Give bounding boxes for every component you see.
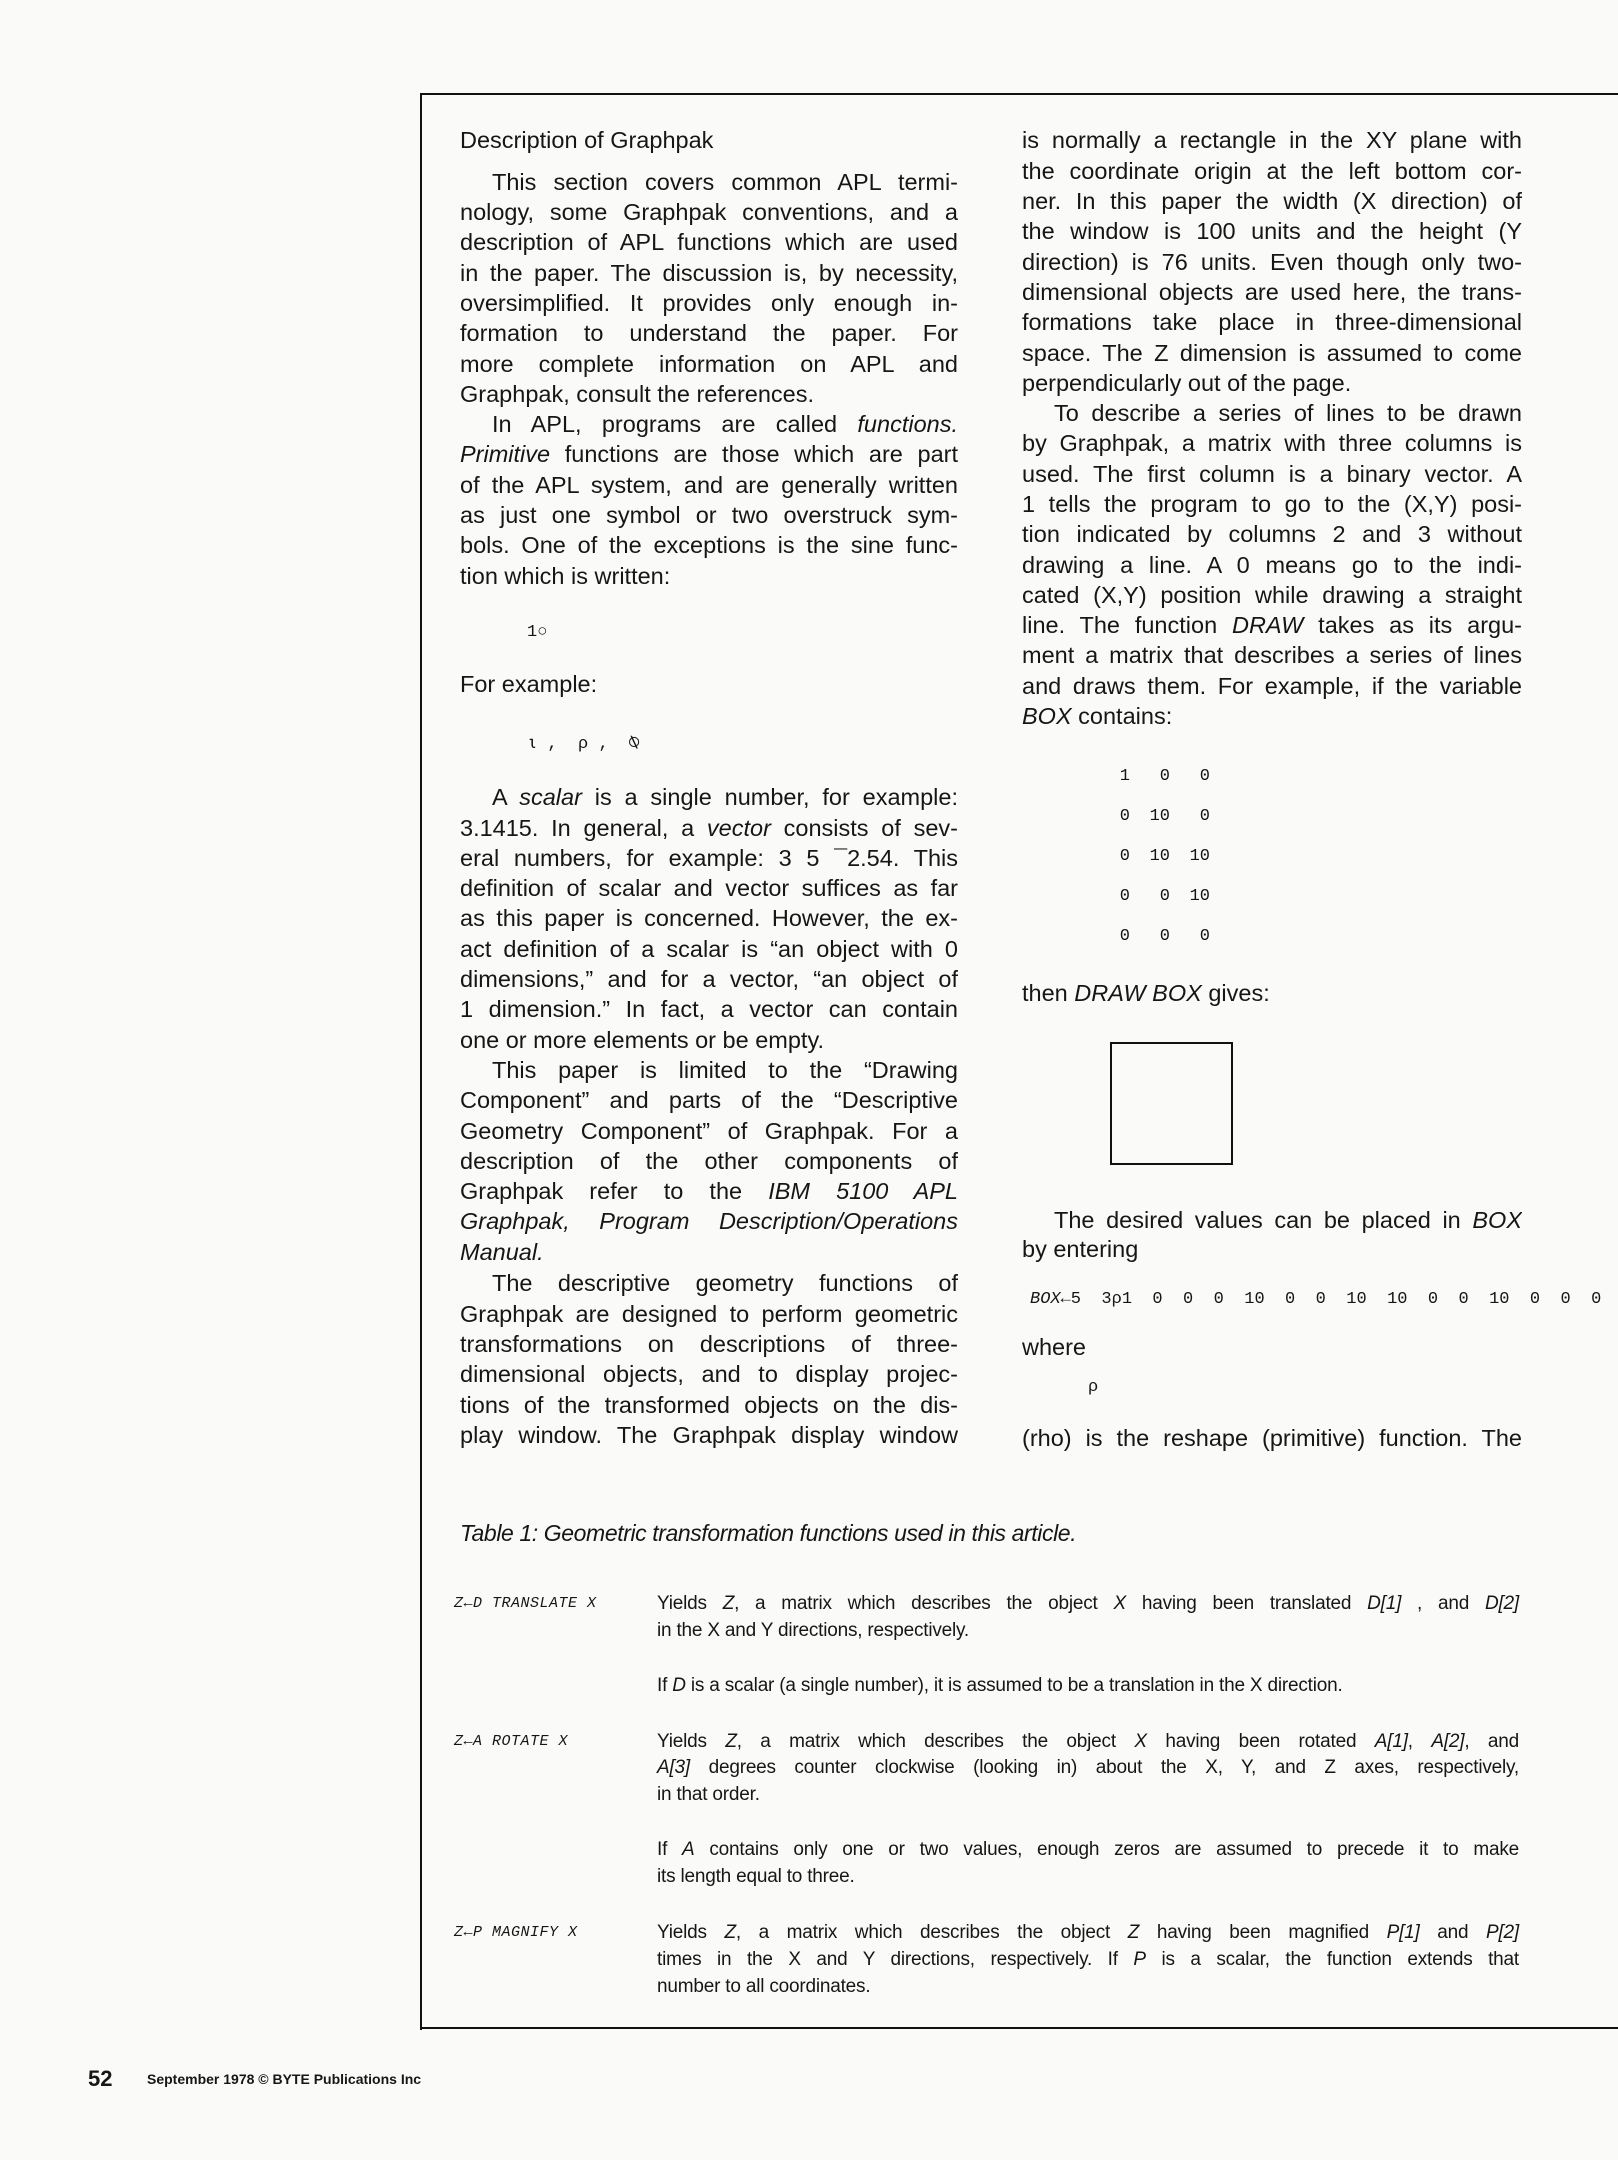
paragraph-line <box>460 439 958 469</box>
italic-run: A[1] <box>1374 1730 1408 1752</box>
paragraph-line <box>460 1237 958 1267</box>
italic-run: P[1] <box>1386 1921 1420 1943</box>
italic-run: Primitive <box>460 441 551 468</box>
text-run: , a matrix which describes the object <box>734 1592 1114 1614</box>
matrix-row <box>1090 765 1210 789</box>
text-run: act definition of a scalar is “an object with 0 <box>460 935 958 962</box>
text-run: , a matrix which describes the object <box>736 1730 1135 1752</box>
apl-code: 1○ <box>527 623 548 643</box>
matrix-cell: 1 <box>1119 766 1130 786</box>
matrix-cell: 0 <box>1159 766 1170 786</box>
text-run: formation to understand the paper. For <box>460 320 958 347</box>
italic-run: A[2] <box>1431 1730 1465 1752</box>
table-description-line <box>657 1836 1519 1863</box>
paragraph-line <box>460 561 958 591</box>
text-run: ment a matrix that describes a series of lines <box>1022 642 1522 669</box>
text-run: , and <box>1464 1730 1519 1752</box>
italic-run: A <box>682 1839 695 1861</box>
paragraph-line <box>1022 978 1522 1008</box>
text-run: in that order. <box>657 1784 760 1806</box>
text-run: having been rotated <box>1146 1730 1375 1752</box>
italic-run: IBM 5100 APL <box>768 1178 958 1205</box>
text-run: If <box>657 1839 683 1861</box>
italic-run: Z <box>722 1592 735 1614</box>
text-run: A <box>492 784 520 811</box>
text-run: gives: <box>1201 979 1270 1006</box>
footer-credit: September 1978 © BYTE Publications Inc <box>147 2071 422 2087</box>
matrix-cell: 0 <box>1119 847 1130 867</box>
text-run: transformations on descriptions of three- <box>460 1330 958 1357</box>
text-run: This section covers common APL termi- <box>492 168 958 195</box>
paragraph-line <box>460 500 958 530</box>
paragraph-line <box>460 1206 958 1236</box>
text-run: perpendicularly out of the page. <box>1022 369 1352 396</box>
text-run: is normally a rectangle in the XY plane with <box>1022 127 1522 154</box>
page-number: 52 <box>88 2066 113 2091</box>
text-run: direction) is 76 units. Even though only two- <box>1022 248 1522 275</box>
text-run: number to all coordinates. <box>657 1975 871 1997</box>
text-run: To describe a series of lines to be drawn <box>1054 400 1522 427</box>
text-run: in the paper. The discussion is, by necessity, <box>460 259 958 286</box>
text-run: is a single number, for example: <box>581 784 958 811</box>
paragraph-line <box>460 843 958 873</box>
text-run: This paper is limited to the “Drawing <box>492 1056 958 1083</box>
table-description-line <box>657 1754 1519 1781</box>
table-description-line <box>657 1863 1519 1890</box>
paragraph-line <box>460 1085 958 1115</box>
text-run: Yields <box>657 1592 723 1614</box>
matrix-cell: 0 <box>1119 927 1130 947</box>
text-run: ner. In this paper the width (X direction) of <box>1022 188 1522 215</box>
paragraph-line <box>460 669 958 699</box>
text-run: then <box>1022 979 1075 1006</box>
matrix-cell: 0 <box>1159 927 1170 947</box>
paragraph-line <box>460 288 958 318</box>
paragraph-line <box>460 1359 958 1389</box>
italic-run: D[1] <box>1367 1592 1402 1614</box>
text-run: Geometry Component” of Graphpak. For a <box>460 1117 958 1144</box>
text-run: in the X and Y directions, respectively. <box>657 1619 970 1641</box>
text-run: line. The function <box>1022 612 1232 639</box>
text-run: drawing a line. A 0 means go to the indi- <box>1022 551 1522 578</box>
text-run: oversimplified. It provides only enough in- <box>460 289 958 316</box>
text-run: its length equal to three. <box>657 1866 855 1888</box>
matrix-cell: 0 <box>1199 766 1210 786</box>
text-run: and <box>1419 1921 1486 1943</box>
paragraph-line <box>492 409 958 439</box>
text-run: , <box>1407 1730 1432 1752</box>
italic-run: vector <box>706 814 771 841</box>
matrix-cell: 0 <box>1119 806 1130 826</box>
text-run: , a matrix which describes the object <box>735 1921 1128 1943</box>
frame-top-rule <box>420 93 1618 95</box>
paragraph-line <box>1022 125 1522 155</box>
text-run: of the APL system, and are generally written <box>460 471 958 498</box>
text-run: For example: <box>460 671 598 698</box>
text-run: used. The first column is a binary vector. A <box>1022 460 1522 487</box>
matrix-row <box>1090 925 1210 949</box>
text-run: play window. The Graphpak display window <box>460 1421 958 1448</box>
matrix-cell: 10 <box>1149 847 1170 867</box>
text-run: tion which is written: <box>460 562 671 589</box>
paragraph-line <box>492 1268 958 1298</box>
text-run: formations take place in three-dimensional <box>1022 309 1522 336</box>
text-run: Component” and parts of the “Descriptive <box>460 1087 958 1114</box>
text-run: functions are those which are part <box>550 441 958 468</box>
italic-run: D <box>672 1675 686 1697</box>
function-signature: Z←P MAGNIFY X <box>454 1923 578 1941</box>
drawn-box-figure <box>1110 1042 1233 1165</box>
text-run: If <box>657 1675 673 1697</box>
text-run: description of the other components of <box>460 1147 958 1174</box>
italic-run: BOX <box>1030 1289 1061 1309</box>
table-description-line <box>657 1728 1519 1755</box>
italic-run: Z <box>724 1921 736 1943</box>
paragraph-line <box>460 994 958 1024</box>
text-run: Yields <box>657 1921 725 1943</box>
paragraph-line <box>460 1146 958 1176</box>
italic-run: DRAW BOX <box>1074 979 1202 1006</box>
italic-run: P <box>1133 1948 1146 1970</box>
text-run: and draws them. For example, if the variable <box>1022 672 1522 699</box>
matrix-cell: 10 <box>1189 887 1210 907</box>
text-run: dimensional objects are used here, the trans- <box>1022 278 1522 305</box>
text-run: Graphpak refer to the <box>460 1178 769 1205</box>
text-run: the coordinate origin at the left bottom cor- <box>1022 157 1522 184</box>
paragraph-line <box>1022 550 1522 580</box>
paragraph-line <box>1022 701 1522 731</box>
text-run: nology, some Graphpak conventions, and a <box>460 199 958 226</box>
text-run: dimensional objects, and to display projec- <box>460 1361 958 1388</box>
text-run: having been magnified <box>1139 1921 1387 1943</box>
text-run: consists of sev- <box>770 814 958 841</box>
text-run: Graphpak, consult the references. <box>460 380 815 407</box>
text-run: eral numbers, for example: 3 5 ¯2.54. This <box>460 844 958 871</box>
matrix-row <box>1090 805 1210 829</box>
paragraph-line <box>460 1116 958 1146</box>
paragraph-line <box>1022 671 1522 701</box>
paragraph-line <box>1022 338 1522 368</box>
frame-left-rule <box>420 93 422 2030</box>
italic-run: BOX <box>1022 703 1072 730</box>
text-run: is a scalar, the function extends that <box>1145 1948 1519 1970</box>
table-caption: Table 1: Geometric transformation functions used in this article. <box>460 1520 1077 1546</box>
text-run: degrees counter clockwise (looking in) about the X, Y, and Z axes, respectively, <box>690 1757 1519 1779</box>
text-run: space. The Z dimension is assumed to come <box>1022 339 1522 366</box>
paragraph-line <box>1022 156 1522 186</box>
paragraph-line <box>460 1299 958 1329</box>
italic-run: X <box>1113 1592 1126 1614</box>
matrix-cell: 0 <box>1159 887 1170 907</box>
matrix-cell: 0 <box>1119 887 1130 907</box>
text-run: The descriptive geometry functions of <box>492 1270 958 1297</box>
section-heading: Description of Graphpak <box>460 127 714 153</box>
paragraph-line <box>1054 1205 1522 1235</box>
text-run: having been translated <box>1125 1592 1368 1614</box>
text-run: (rho) is the reshape (primitive) function. The <box>1022 1424 1522 1451</box>
paragraph-line <box>460 470 958 500</box>
paragraph-line <box>1022 247 1522 277</box>
paragraph-line <box>1022 459 1522 489</box>
table-description-line <box>657 1617 1519 1644</box>
italic-run: Graphpak, Program Description/Operations <box>460 1208 958 1235</box>
apl-code: ρ <box>1088 1378 1099 1398</box>
paragraph-line <box>460 1390 958 1420</box>
text-run: In APL, programs are called <box>492 411 858 438</box>
paragraph-line <box>1022 307 1522 337</box>
text-run: by Graphpak, a matrix with three columns is <box>1022 430 1522 457</box>
paragraph-line <box>460 349 958 379</box>
italic-run: P[2] <box>1486 1921 1519 1943</box>
italic-run: scalar <box>519 784 582 811</box>
apl-code <box>1030 1288 1601 1312</box>
frame-bottom-rule <box>420 2027 1618 2029</box>
paragraph-line <box>492 1055 958 1085</box>
text-run: as just one symbol or two overstruck sym- <box>460 501 958 528</box>
paragraph-line <box>1022 428 1522 458</box>
italic-run: D[2] <box>1484 1592 1519 1614</box>
text-run: the window is 100 units and the height (Y <box>1022 218 1522 245</box>
text-run: The desired values can be placed in <box>1054 1207 1473 1234</box>
text-run: Yields <box>657 1730 726 1752</box>
matrix-row <box>1090 885 1210 909</box>
table-description-line <box>657 1919 1519 1946</box>
function-signature: Z←D TRANSLATE X <box>454 1594 597 1612</box>
text-run: contains: <box>1071 703 1173 730</box>
table-description-line <box>657 1946 1519 1973</box>
paragraph-line <box>1022 1234 1522 1264</box>
paragraph-line <box>1022 580 1522 610</box>
italic-run: Z <box>1127 1921 1140 1943</box>
paragraph-line <box>1022 186 1522 216</box>
matrix-cell: 0 <box>1199 927 1210 947</box>
table-description-line <box>657 1781 1519 1808</box>
paragraph-line <box>1022 1423 1522 1453</box>
paragraph-line <box>460 379 958 409</box>
text-run: times in the X and Y directions, respectively. If <box>657 1948 1134 1970</box>
paragraph-line <box>460 227 958 257</box>
italic-run: DRAW <box>1231 612 1304 639</box>
paragraph-line <box>460 964 958 994</box>
paragraph-line <box>460 258 958 288</box>
paragraph-line <box>1054 398 1522 428</box>
text-run: , and <box>1401 1592 1485 1614</box>
paragraph-line <box>1022 277 1522 307</box>
italic-run: Z <box>725 1730 737 1752</box>
matrix-cell: 10 <box>1189 847 1210 867</box>
paragraph-line <box>460 1025 958 1055</box>
paragraph-line <box>460 903 958 933</box>
text-run: cated (X,Y) position while drawing a straight <box>1022 581 1522 608</box>
text-run: as this paper is concerned. However, the ex- <box>460 905 958 932</box>
text-run: by entering <box>1022 1235 1139 1262</box>
italic-run: A[3] <box>657 1757 690 1779</box>
text-run: where <box>1022 1333 1087 1360</box>
paragraph-line <box>460 1420 958 1450</box>
paragraph-line <box>1022 216 1522 246</box>
paragraph-line <box>1022 1332 1522 1362</box>
paragraph-line <box>460 530 958 560</box>
text-run: bols. One of the exceptions is the sine func- <box>460 532 958 559</box>
matrix-cell: 10 <box>1149 806 1170 826</box>
matrix-row <box>1090 845 1210 869</box>
paragraph-line <box>460 197 958 227</box>
paragraph-line <box>460 934 958 964</box>
paragraph-line <box>460 813 958 843</box>
text-run: 1 tells the program to go to the (X,Y) posi- <box>1022 490 1522 517</box>
table-description-line <box>657 1672 1519 1699</box>
paragraph-line <box>1022 368 1522 398</box>
text-run: is a scalar (a single number), it is assumed to be a translation in the X direction. <box>685 1675 1343 1697</box>
apl-code: ⍳ , ρ , ⍉ <box>527 734 640 754</box>
paragraph-line <box>460 873 958 903</box>
text-run: contains only one or two values, enough zeros are assumed to precede it to make <box>694 1839 1519 1861</box>
paragraph-line <box>492 167 958 197</box>
text-run: dimensions,” and for a vector, “an object of <box>460 966 958 993</box>
table-description-line <box>657 1973 1519 2000</box>
text-run: description of APL functions which are used <box>460 229 958 256</box>
text-run: ←5 3ρ1 0 0 0 10 0 0 10 10 0 0 10 0 0 0 <box>1060 1289 1602 1309</box>
text-run: more complete information on APL and <box>460 350 958 377</box>
table-description-line <box>657 1590 1519 1617</box>
paragraph-line <box>1022 519 1522 549</box>
text-run: 1 dimension.” In fact, a vector can contain <box>460 996 958 1023</box>
paragraph-line <box>460 318 958 348</box>
text-run: tion indicated by columns 2 and 3 without <box>1022 521 1522 548</box>
paragraph-line <box>492 782 958 812</box>
italic-run: functions. <box>857 411 958 438</box>
paragraph-line <box>1022 610 1522 640</box>
text-run: Graphpak are designed to perform geometric <box>460 1300 958 1327</box>
text-run: takes as its argu- <box>1303 612 1522 639</box>
paragraph-line <box>460 1329 958 1359</box>
italic-run: BOX <box>1472 1207 1522 1234</box>
paragraph-line <box>1022 640 1522 670</box>
text-run: definition of scalar and vector suffices as far <box>460 875 958 902</box>
matrix-cell: 0 <box>1199 806 1210 826</box>
italic-run: X <box>1134 1730 1147 1752</box>
paragraph-line <box>1022 489 1522 519</box>
function-signature: Z←A ROTATE X <box>454 1732 569 1750</box>
italic-run: Manual. <box>460 1238 544 1265</box>
text-run: one or more elements or be empty. <box>460 1026 824 1053</box>
text-run: tions of the transformed objects on the dis- <box>460 1391 958 1418</box>
paragraph-line <box>460 1176 958 1206</box>
text-run: 3.1415. In general, a <box>460 814 707 841</box>
